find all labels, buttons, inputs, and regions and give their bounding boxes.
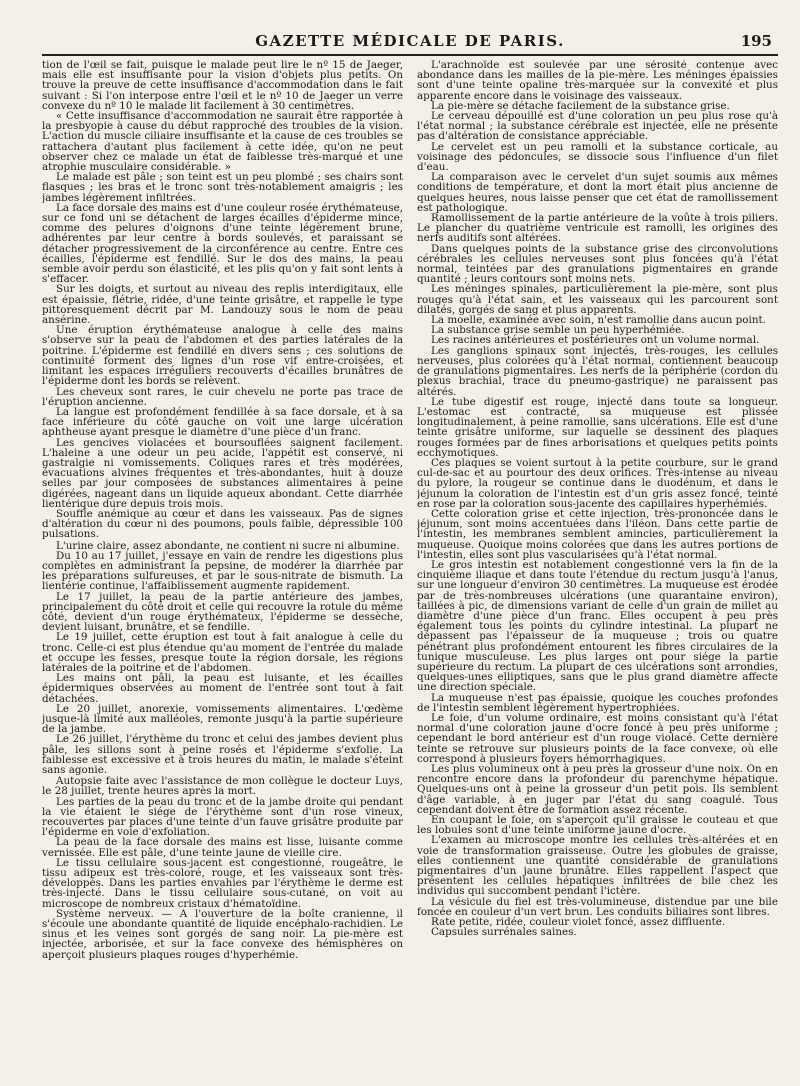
paragraph: Rate petite, ridée, couleur violet foncé, assez diffluente. (431, 916, 726, 929)
paragraph: Le 17 juillet, la peau de la partie antérieure des jambes, principalement du côté droit et celle qui recouvre la rotule du même côté, devient d'un rouge érythémateux, l'épiderme se dessèche, devient luisant, brunâtre, et se fendille. (42, 590, 403, 634)
paragraph: La comparaison avec le cervelet d'un sujet soumis aux mêmes conditions de température, et dont la mort était plus ancienne de quelques heures, nous laisse penser que cet état de ramollissement est pathologique. (417, 171, 778, 214)
paragraph: Les gencives violacées et boursouflées saignent facilement. L'haleine a une odeur un peu acide, l'appétit est conservé, ni gastralgie ni vomissements. Coliques rares et très modérées, évacuations alvines fréquentes et très-abondantes, huit à douze selles par jour composées de substances alimentaires à peine digérées, nageant dans un liquide aqueux abondant. Cette diarrhée lientérique dure depuis trois mois. (42, 436, 403, 510)
paragraph: L'urine claire, assez abondante, ne contient ni sucre ni albumine. (56, 539, 400, 552)
paragraph: Les plus volumineux ont à peu près la grosseur d'une noix. On en rencontre encore dans la profondeur du parenchyme hépatique. Quelques-uns ont à peine la grosseur d'un petit pois. Ils semblent d'âge variable, à en juger par l'état du sang coagulé. Tous cependant doivent être de formation assez récente. (417, 763, 778, 816)
paragraph: La muqueuse n'est pas épaissie, quoique les couches profondes de l'intestin semblent légèrement hypertrophiées. (417, 691, 778, 714)
paragraph: Dans quelques points de la substance grise des circonvolutions cérébrales les cellules nerveuses sont plus foncées qu'à l'état normal, teintées par des granulations pigmentaires en grande quantité ; leurs contours sont moins nets. (417, 242, 778, 286)
paragraph: Le 19 juillet, cette éruption est tout à fait analogue à celle du tronc. Celle-ci est plus étendue qu'au moment de l'entrée du malade et occupe les fesses, presque toute la région dorsale, les régions latérales de la poitrine et de l'abdomen. (42, 631, 403, 674)
paragraph: Souffle anémique au cœur et dans les vaisseaux. Pas de signes d'altération du cœur ni des poumons, pouls faible, dépressible 100 pulsations. (42, 507, 403, 541)
paragraph: Du 10 au 17 juillet, j'essaye en vain de rendre les digestions plus complètes en administrant la pepsine, de modérer la diarrhée par les préparations sulfureuses, et par le sous-nitrate de bismuth. La lientérie continue, l'affaiblissement augmente rapidement. (42, 549, 403, 593)
paragraph: Le tube digestif est rouge, injecté dans toute sa longueur. L'estomac est contracté, sa muqueuse est plissée longitudinalement, à peine ramollie, sans ulcérations. Elle est d'une teinte grisâtre uniforme, sur laquelle se dessinent des plaques rouges formées par de fines arborisations et quelques petits points ecchymotiques. (417, 395, 778, 459)
paragraph: La moelle, examinée avec soin, n'est ramollie dans aucun point. (431, 314, 766, 327)
paragraph: Les cheveux sont rares, le cuir chevelu ne porte pas trace de l'éruption ancienne. (42, 385, 403, 408)
paragraph: La pie-mère se détache facilement de la substance grise. (431, 99, 730, 112)
text-columns (42, 60, 778, 1080)
paragraph: Cette coloration grise et cette injection, très-prononcée dans le jéjunum, sont moins accentuées dans l'iléon. Dans cette partie de l'intestin, les membranes semblent amincies, particulièrement la muqueuse. Quoique moins colorées que dans les autres portions de l'intestin, elles sont plus vascularisées qu'à l'état normal. (417, 507, 778, 561)
paragraph: « Cette insuffisance d'accommodation ne saurait être rapportée à la presbyopie à cause du début rapproché des troubles de la vision. L'action du muscle ciliaire insuffisante et la cause de ces troubles se rattachera d'autant plus facilement à cette idée, qu'on ne peut observer chez ce malade un état de faiblesse très-marqué et une atrophie musculaire considérable. » (42, 110, 403, 174)
paragraph: Sur les doigts, et surtout au niveau des replis interdigitaux, elle est épaissie, flétrie, ridée, d'une teinte grisâtre, et rappelle le type pittoresquement décrit par M. Landouzy sous le nom de peau ansérine. (42, 283, 403, 327)
paragraph: Le 26 juillet, l'érythème du tronc et celui des jambes devient plus pâle, les sillons sont à peine rosés et l'épiderme s'exfolie. La faiblesse est excessive et à trois heures du matin, le malade s'éteint sans agonie. (42, 733, 403, 777)
paragraph: Les parties de la peau du tronc et de la jambe droite qui pendant la vie étaient le siége de l'érythème sont d'un rose vineux, recouvertes par places d'une teinte d'un fauve grisâtre produite par l'épiderme en voie d'exfoliation. (42, 795, 403, 839)
paragraph: L'arachnoïde est soulevée par une sérosité contenue avec abondance dans les mailles de la pie-mère. Les méninges épaissies sont d'une teinte opaline très-marquée sur la convexité et plus apparente encore dans le voisinage des vaisseaux. (417, 60, 778, 102)
paragraph: Le foie, d'un volume ordinaire, est moins consistant qu'à l'état normal d'une coloration jaune d'ocre foncé à peu près uniforme ; cependant le bord antérieur est d'un rouge violacé. Cette dernière teinte se retrouve sur plusieurs points de la face convexe, où elle correspond à plusieurs foyers hémorrhagiques. (417, 712, 778, 765)
paragraph: Les mains ont pâli, la peau est luisante, et les écailles épidermiques observées au moment de l'entrée sont tout à fait détachées. (42, 672, 403, 705)
paragraph: Le tissu cellulaire sous-jacent est congestionné, rougeâtre, le tissu adipeux est très-coloré, rouge, et les vaisseaux sont très-développés. Dans les parties envahies par l'érythème le derme est très-injecté. Dans le tissu cellulaire sous-cutané, on voit au microscope de nombreux cristaux d'hématoïdine. (42, 856, 403, 910)
paragraph: Ces plaques se voient surtout à la petite courbure, sur le grand cul-de-sac et au pourtour des deux orifices. Très-intense au niveau du pylore, la rougeur se continue dans le duodénum, et dans le jéjunum la coloration de l'intestin est d'un gris assez foncé, teinté en rose par la coloration sous-jacente des capillaires hyperhémiés. (417, 456, 778, 510)
paragraph: Le 20 juillet, anorexie, vomissements alimentaires. L'œdème jusque-là limité aux malléoles, remonte jusqu'à la partie supérieure de la jambe. (42, 702, 403, 736)
paragraph: Ramollissement de la partie antérieure de la voûte à trois piliers. Le plancher du quatrième ventricule est ramolli, les origines des nerfs auditifs sont altérées. (417, 212, 778, 245)
paragraph: La face dorsale des mains est d'une couleur rosée érythémateuse, sur ce fond uni se détachent de larges écailles d'épiderme mince, comme des pelures d'oignons d'une teinte légèrement brune, adhérentes par leur centre à bords soulevés, et paraissant se détacher progressivement de la circonférence au centre. Entre ces écailles, l'épiderme est fendillé. Sur le dos des mains, la peau semble avoir perdu son élasticité, et les plis qu'on y fait sont lents à s'effacer. (42, 201, 403, 286)
paragraph: En coupant le foie, on s'aperçoit qu'il graisse le couteau et que les lobules sont d'une teinte uniforme jaune d'ocre. (417, 814, 778, 837)
left-column (42, 60, 403, 1080)
paragraph: Système nerveux. — A l'ouverture de la boîte cranienne, il s'écoule une abondante quantité de liquide encéphalo-rachidien. Le sinus et les veines sont gorgés de sang noir. La pie-mère est injectée, arborisée, et sur la face convexe des hémisphères on aperçoit plusieurs plaques rouges d'hyperhémie. (42, 907, 403, 961)
paragraph: Une éruption érythémateuse analogue à celle des mains s'observe sur la peau de l'abdomen et des parties latérales de la poitrine. L'épiderme est fendillé en divers sens ; ces solutions de continuité forment des lignes d'un rose vif entre-croisées, et limitant les espaces irréguliers recouverts d'écailles brunâtres de l'épiderme dont les bords se relèvent. (42, 324, 403, 388)
paragraph: Les racines antérieures et postérieures ont un volume normal. (431, 334, 760, 347)
paragraph: Les ganglions spinaux sont injectés, très-rouges, les cellules nerveuses, plus colorées qu'à l'état normal, contiennent beaucoup de granulations pigmentaires. Les nerfs de la périphérie (cordon du plexus brachial, trace du pneumo-gastrique) ne paraissent pas altérés. (417, 344, 778, 398)
journal-title: GAZETTE MÉDICALE DE PARIS. (255, 32, 565, 50)
paragraph: La substance grise semble un peu hyperhémiée. (431, 324, 685, 337)
header-rule (42, 54, 778, 56)
paragraph: Le cerveau dépouillé est d'une coloration un peu plus rose qu'à l'état normal ; la substance cérébrale est injectée, elle ne présente pas d'altération de consistance appréciable. (417, 110, 778, 143)
paragraph: Les méninges spinales, particulièrement la pie-mère, sont plus rouges qu'à l'état sain, et les vaisseaux qui les parcourent sont dilatés, gorgés de sang et plus apparents. (417, 283, 778, 316)
right-column (417, 60, 778, 1080)
page-header (42, 18, 778, 52)
page-number: 195 (740, 32, 772, 50)
paragraph: L'examen au microscope montre les cellules très-altérées et en voie de transformation graisseuse. Outre les globules de graisse, elles contiennent une quantité considérable de granulations pigmentaires d'un jaune brunâtre. Elles rappellent l'aspect que présentent les cellules hépatiques infiltrées de bile chez les individus qui succombent pendant l'ictère. (417, 834, 778, 898)
paragraph: La vésicule du fiel est très-volumineuse, distendue par une bile foncée en couleur d'un vert brun. Les conduits biliaires sont libres. (417, 895, 778, 918)
paragraph: Autopsie faite avec l'assistance de mon collègue le docteur Luys, le 28 juillet, trente heures après la mort. (42, 775, 403, 798)
paragraph: Le cervelet est un peu ramolli et la substance corticale, au voisinage des pédoncules, se dissocie sous l'influence d'un filet d'eau. (417, 140, 778, 174)
paragraph: La langue est profondément fendillée à sa face dorsale, et à sa face inférieure du côté gauche on voit une large ulcération aphtheuse ayant presque le diamètre d'une pièce d'un franc. (42, 405, 403, 439)
paragraph: tion de l'œil se fait, puisque le malade peut lire le nº 15 de Jaeger, mais elle est insuffisante pour la vision d'objets plus petits. On trouve la preuve de cette insuffisance d'accommodation dans le fait suivant : Si l'on interpose entre l'œil et le nº 10 de Jaeger un verre convexe du nº 10 le malade lit facilement à 30 centimètres. (42, 60, 403, 112)
paragraph: Le malade est pâle ; son teint est un peu plombé ; ses chairs sont flasques ; les bras et le tronc sont très-notablement amaigris ; les jambes légèrement infiltrées. (42, 171, 403, 204)
paragraph: Capsules surrénales saines. (431, 926, 577, 939)
paragraph: La peau de la face dorsale des mains est lisse, luisante comme vernissée. Elle est pâle, d'une teinte jaune de vieille cire. (42, 836, 403, 859)
paragraph: Le gros intestin est notablement congestionné vers la fin de la cinquième iliaque et dans toute l'étendue du rectum jusqu'à l'anus, sur une longueur d'environ 30 centimètres. La muqueuse est érodée par de très-nombreuses ulcérations (une quarantaine environ), taillées à pic, de dimensions variant de celle d'un grain de millet au diamètre d'une pièce d'un franc. Elles occupent à peu près également tous les points du cylindre intestinal. La plupart ne dépassent pas l'épaisseur de la muqueuse ; trois ou quatre pénétrant plus profondément entourent les fibres circulaires de la tunique musculeuse. Les plus larges ont pour siége la partie supérieure du rectum. La plupart de ces ulcérations sont arrondies, quelques-unes elliptiques, sans que le plus grand diamètre affecte une direction spéciale. (417, 558, 778, 694)
